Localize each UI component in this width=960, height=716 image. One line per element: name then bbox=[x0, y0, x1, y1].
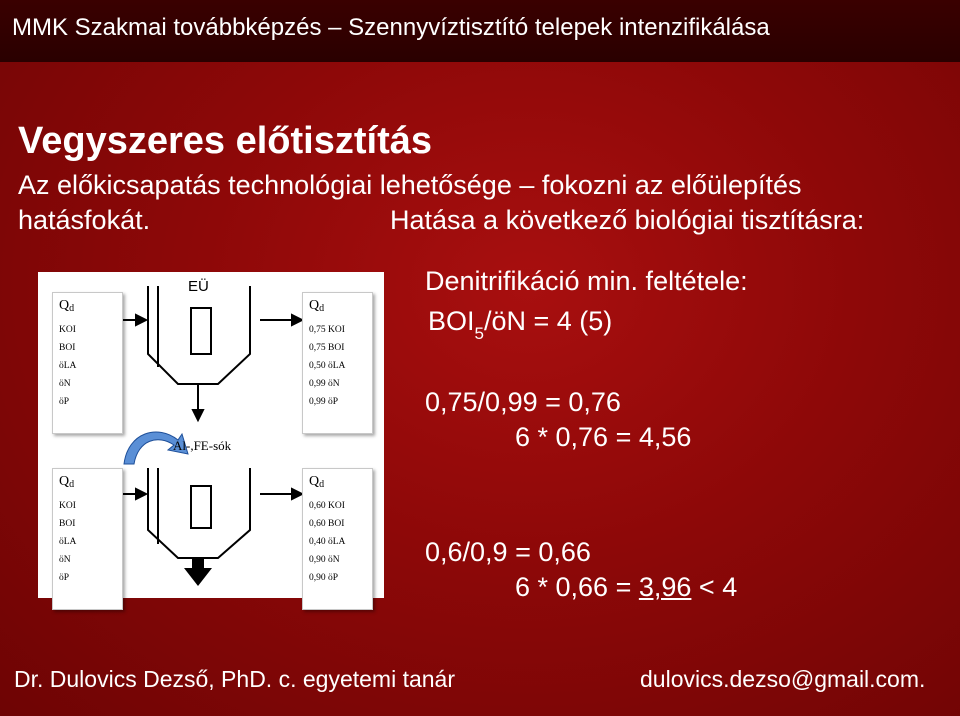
flow-label bbox=[309, 474, 372, 494]
param-row: öLA bbox=[59, 361, 77, 371]
param-row: 0,90 öP bbox=[309, 573, 339, 583]
intro-line-1: Az előkicsapatás technológiai lehetősége – fokozni az előülepítés bbox=[18, 170, 802, 200]
calc-2-line-1: 0,6/0,9 = 0,66 bbox=[425, 537, 591, 567]
top-right-param-box bbox=[302, 292, 373, 434]
calc-2-line-2 bbox=[515, 572, 737, 603]
param-row: 0,90 öN bbox=[309, 555, 340, 565]
ratio-text-end: /öN = 4 (5) bbox=[483, 306, 613, 336]
top-tank-shape bbox=[148, 286, 250, 384]
intro-line-2-start: hatásfokát. bbox=[18, 205, 151, 235]
flow-subscript: d bbox=[69, 479, 75, 490]
param-row: 0,75 BOI bbox=[309, 343, 345, 353]
calc-2-line-2-start: 6 * 0,66 = bbox=[515, 572, 639, 602]
footer-email: dulovics.dezso@gmail.com. bbox=[640, 666, 926, 692]
calc-1-line-2: 6 * 0,76 = 4,56 bbox=[515, 422, 692, 452]
flow-label bbox=[59, 298, 122, 318]
param-row: öP bbox=[59, 397, 70, 407]
flow-symbol: Q bbox=[59, 474, 70, 489]
flow-symbol: Q bbox=[309, 298, 320, 313]
intro-line-2-end: Hatása a következő biológiai tisztításra: bbox=[390, 205, 865, 235]
flow-subscript: d bbox=[69, 303, 75, 314]
param-row: KOI bbox=[59, 325, 76, 335]
param-row: KOI bbox=[59, 501, 76, 511]
param-row: öN bbox=[59, 379, 71, 389]
bottom-sludge-arrow bbox=[184, 558, 212, 586]
param-row: BOI bbox=[59, 519, 76, 529]
bottom-left-param-box bbox=[52, 468, 123, 610]
param-row: 0,60 KOI bbox=[309, 501, 345, 511]
ratio-text: BOI bbox=[428, 306, 475, 336]
param-row: 0,40 öLA bbox=[309, 537, 346, 547]
top-sludge-arrow bbox=[193, 384, 203, 420]
bottom-tank-shape bbox=[148, 468, 250, 558]
calc-2-line-2-end: < 4 bbox=[691, 572, 738, 602]
calc-1-line-1: 0,75/0,99 = 0,76 bbox=[425, 387, 621, 417]
boi-ratio-formula bbox=[428, 306, 612, 344]
process-diagram bbox=[38, 272, 384, 598]
param-row: 0,75 KOI bbox=[309, 325, 345, 335]
flow-label bbox=[309, 298, 372, 318]
param-row: BOI bbox=[59, 343, 76, 353]
ratio-subscript: 5 bbox=[474, 324, 484, 343]
calc-2-result: 3,96 bbox=[638, 572, 692, 602]
header-title: MMK Szakmai továbbképzés – Szennyvíztisztító telepek intenzifikálása bbox=[12, 14, 770, 41]
param-row: 0,99 öP bbox=[309, 397, 339, 407]
slide-title: Vegyszeres előtisztítás bbox=[18, 120, 432, 162]
flow-subscript: d bbox=[319, 303, 325, 314]
footer-author: Dr. Dulovics Dezső, PhD. c. egyetemi tanár bbox=[14, 666, 455, 692]
bottom-right-param-box bbox=[302, 468, 373, 610]
top-left-param-box bbox=[52, 292, 123, 434]
param-row: 0,50 öLA bbox=[309, 361, 346, 371]
header-bar bbox=[0, 0, 960, 62]
param-row: öP bbox=[59, 573, 70, 583]
param-row: öN bbox=[59, 555, 71, 565]
top-outflow-arrow bbox=[260, 315, 302, 325]
bottom-outflow-arrow bbox=[260, 489, 302, 499]
eu-label: EÜ bbox=[188, 278, 209, 295]
param-row: 0,60 BOI bbox=[309, 519, 345, 529]
flow-symbol: Q bbox=[59, 298, 70, 313]
flow-symbol: Q bbox=[309, 474, 320, 489]
flow-label bbox=[59, 474, 122, 494]
param-row: 0,99 öN bbox=[309, 379, 340, 389]
denitrification-condition: Denitrifikáció min. feltétele: bbox=[425, 266, 748, 296]
chemical-label: Al-,FE-sók bbox=[173, 438, 232, 453]
flow-subscript: d bbox=[319, 479, 325, 490]
param-row: öLA bbox=[59, 537, 77, 547]
